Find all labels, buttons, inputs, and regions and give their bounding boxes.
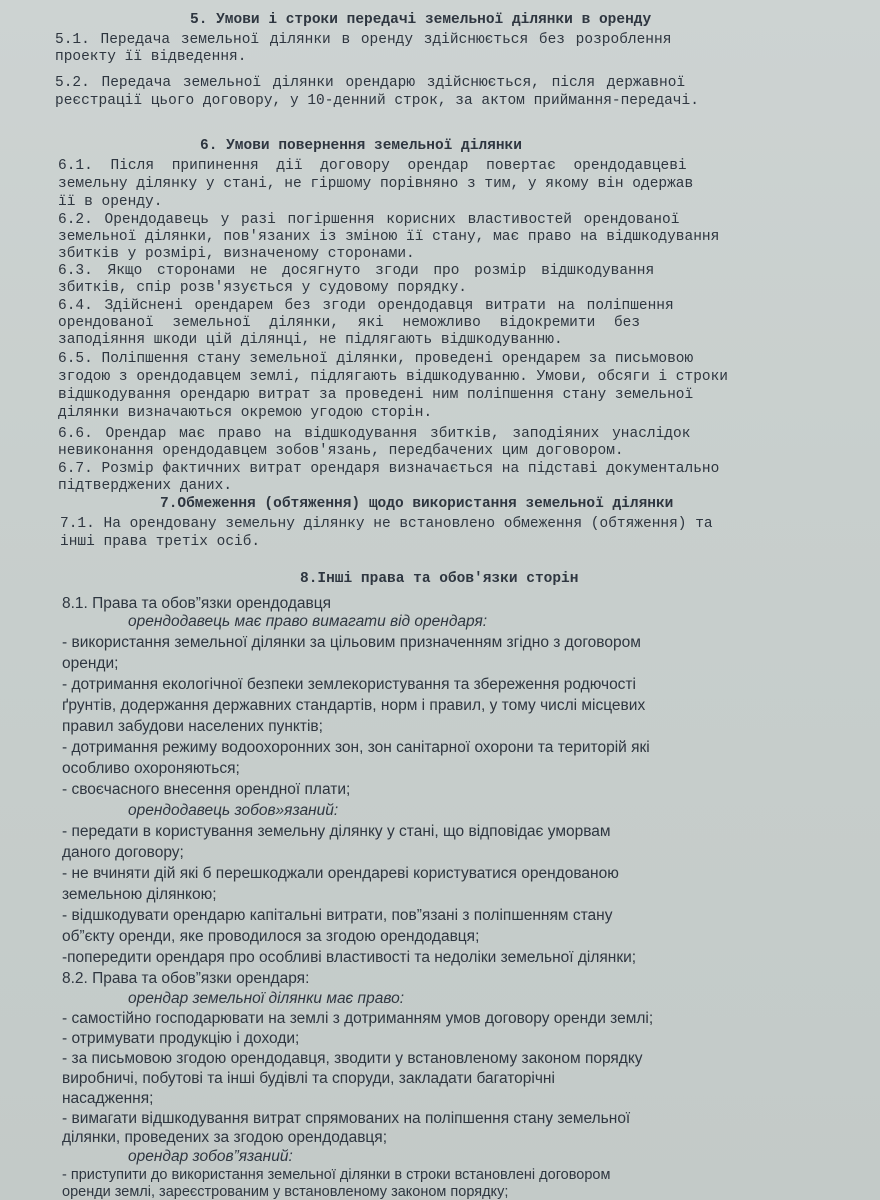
text-line: 6.6. Орендар має право на відшкодування збитків, заподіяних унаслідок <box>58 426 691 442</box>
text-line-italic: орендар зобов”язаний: <box>128 1148 293 1165</box>
text-line-italic: орендодавець зобов»язаний: <box>128 802 339 819</box>
text-line: 8.2. Права та обов”язки орендаря: <box>62 970 310 987</box>
text-line: насадження; <box>62 1090 154 1107</box>
text-line: оренди землі, зареєстрованим у встановленому законом порядку; <box>62 1184 509 1200</box>
text-line: згодою з орендодавцем землі, підлягають відшкодуванню. Умови, обсяги і строки <box>58 369 729 385</box>
text-line: 6.1. Після припинення дії договору орендар повертає орендодавцеві <box>58 158 687 174</box>
text-line: виробничі, побутові та інші будівлі та споруди, закладати багаторічні <box>62 1070 555 1087</box>
text-line: - не вчиняти дій які б перешкоджали орендареві користуватися орендованою <box>62 865 619 882</box>
text-line: оренди; <box>62 655 119 672</box>
text-line: 5.2. Передача земельної ділянки орендарю здійснюється, після державної <box>55 75 686 91</box>
text-line: збитків у розмірі, визначеному сторонами. <box>58 246 415 262</box>
text-line-italic: орендар земельної ділянки має право: <box>128 990 404 1007</box>
text-line: орендованої земельної ділянки, які неможливо відокремити без <box>58 315 641 331</box>
text-line: земельної ділянки, пов'язаних із зміною її стану, має право на відшкодування <box>58 229 720 245</box>
text-line: заподіяння шкоди цій ділянці, не підлягають відшкодуванню. <box>58 332 563 348</box>
text-line: її в оренду. <box>58 194 163 210</box>
text-line: ділянки, проведених за згодою орендодавця; <box>62 1129 388 1146</box>
text-line-italic: орендодавець має право вимагати від орендаря: <box>128 613 488 630</box>
text-line: - дотримання екологічної безпеки землекористування та збереження родючості <box>62 676 636 693</box>
text-line: реєстрації цього договору, у 10-денний строк, за актом приймання-передачі. <box>55 93 699 109</box>
text-line: даного договору; <box>62 844 184 861</box>
text-line: інші права третіх осіб. <box>60 534 261 550</box>
text-line: - використання земельної ділянки за цільовим призначенням згідно з договором <box>62 634 641 651</box>
text-line: - своєчасного внесення орендної плати; <box>62 781 351 798</box>
text-line: 8.1. Права та обов”язки орендодавця <box>62 595 332 612</box>
text-line: 6.3. Якщо сторонами не досягнуто згоди про розмір відшкодування <box>58 263 655 279</box>
text-line: - приступити до використання земельної ділянки в строки встановлені договором <box>62 1167 611 1183</box>
text-line: земельною ділянкою; <box>62 886 217 903</box>
section-8-heading: 8.Інші права та обов'язки сторін <box>300 571 579 587</box>
text-line: -попередити орендаря про особливі властивості та недоліки земельної ділянки; <box>62 949 637 966</box>
text-line: 6.7. Розмір фактичних витрат орендаря визначається на підставі документально <box>58 461 720 477</box>
text-line: ділянки визначаються окремою угодою сторін. <box>58 405 433 421</box>
text-line: - самостійно господарювати на землі з дотриманням умов договору оренди землі; <box>62 1010 654 1027</box>
section-7-heading: 7.Обмеження (обтяження) щодо використання земельної ділянки <box>160 496 674 512</box>
text-line: збитків, спір розв'язується у судовому порядку. <box>58 280 467 296</box>
text-line: правил забудови населених пунктів; <box>62 718 323 735</box>
text-line: особливо охороняються; <box>62 760 240 777</box>
section-5-heading: 5. Умови і строки передачі земельної ділянки в оренду <box>190 12 652 28</box>
text-line: невиконання орендодавцем зобов'язань, передбачених цим договором. <box>58 443 624 459</box>
text-line: - передати в користування земельну ділянку у стані, що відповідає уморвам <box>62 823 611 840</box>
text-line: - за письмовою згодою орендодавця, зводити у встановленому законом порядку <box>62 1050 643 1067</box>
text-line: підтверджених даних. <box>58 478 233 494</box>
text-line: земельну ділянку у стані, не гіршому порівняно з тим, у якому він одержав <box>58 176 694 192</box>
text-line: - відшкодувати орендарю капітальні витрати, пов”язані з поліпшенням стану <box>62 907 613 924</box>
text-line: - отримувати продукцію і доходи; <box>62 1030 300 1047</box>
section-6-heading: 6. Умови повернення земельної ділянки <box>200 138 522 154</box>
text-line: 6.4. Здійснені орендарем без згоди орендодавця витрати на поліпшення <box>58 298 674 314</box>
text-line: 5.1. Передача земельної ділянки в оренду здійснюється без розроблення <box>55 32 672 48</box>
text-line: 7.1. На орендовану земельну ділянку не встановлено обмеження (обтяження) та <box>60 516 713 532</box>
text-line: відшкодування орендарю витрат за проведені ним поліпшення стану земельної <box>58 387 694 403</box>
text-line: проекту її відведення. <box>55 49 247 65</box>
text-line: - вимагати відшкодування витрат спрямованих на поліпшення стану земельної <box>62 1110 631 1127</box>
text-line: 6.2. Орендодавець у разі погіршення корисних властивостей орендованої <box>58 212 680 228</box>
text-line: 6.5. Поліпшення стану земельної ділянки, проведені орендарем за письмовою <box>58 351 694 367</box>
text-line: ґрунтів, додержання державних стандартів, норм і правил, у тому числі місцевих <box>62 697 646 714</box>
text-line: - дотримання режиму водоохоронних зон, зон санітарної охорони та територій які <box>62 739 650 756</box>
text-line: об”єкту оренди, яке проводилося за згодою орендодавця; <box>62 928 480 945</box>
